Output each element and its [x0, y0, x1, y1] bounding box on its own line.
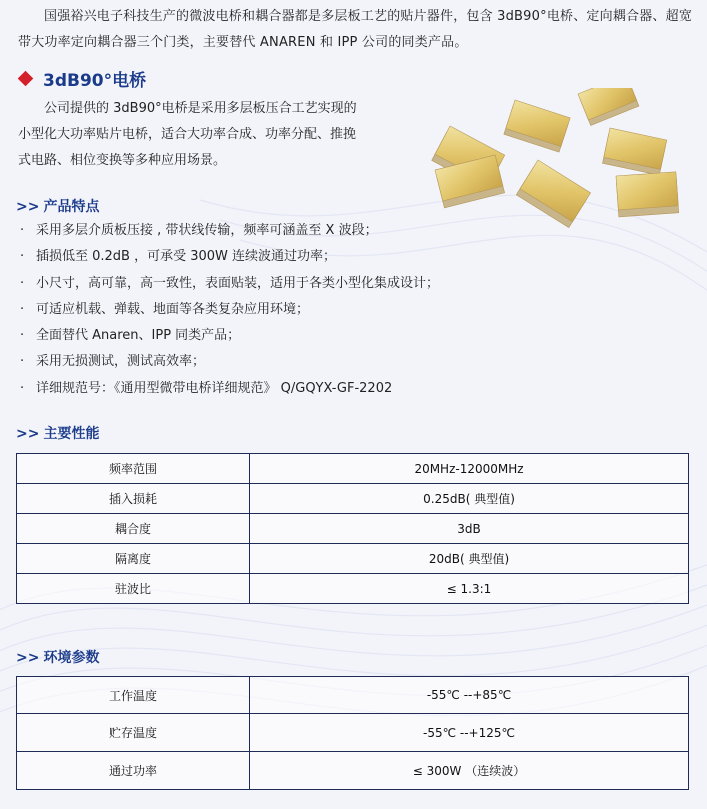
- table-cell-label: 耦合度: [17, 514, 250, 544]
- feature-item: · 采用多层介质板压接 , 带状线传输，频率可涵盖至 X 波段；: [20, 223, 378, 238]
- table-row: [17, 574, 689, 604]
- environment-table: [16, 676, 689, 790]
- table-row: [17, 677, 689, 714]
- features-list: [20, 218, 439, 402]
- intro-paragraph: 国强裕兴电子科技生产的微波电桥和耦合器都是多层板工艺的贴片器件，包含 3dB90°电桥、定向耦合器、超宽带大功率定向耦合器三个门类，主要替代 ANAREN 和 IPP 公司的同类产品。: [18, 9, 693, 50]
- table-cell-label: 隔离度: [17, 544, 250, 574]
- table-cell-label: 通过功率: [17, 752, 250, 790]
- feature-item: · 采用无损测试，测试高效率；: [20, 354, 206, 370]
- table-row: [17, 752, 689, 790]
- table-cell-label: 插入损耗: [17, 484, 250, 514]
- table-cell-value: ≤ 1.3:1: [250, 574, 689, 604]
- table-cell-value: 3dB: [250, 514, 689, 544]
- bridge-description: 公司提供的 3dB90°电桥是采用多层板压合工艺实现的小型化大功率贴片电桥，适合大功率合成、功率分配、推挽式电路、相位变换等多种应用场景。: [18, 101, 357, 168]
- table-cell-value: 20dB( 典型值): [250, 544, 689, 574]
- performance-table: [16, 453, 689, 604]
- table-row: [17, 544, 689, 574]
- table-cell-label: 工作温度: [17, 677, 250, 714]
- table-cell-label: 频率范围: [17, 454, 250, 484]
- feature-item: · 小尺寸，高可靠，高一致性，表面贴装，适用于各类小型化集成设计；: [20, 275, 440, 291]
- table-cell-value: ≤ 300W （连续波）: [250, 752, 689, 790]
- feature-item: · 可适应机载、弹载、地面等各类复杂应用环境；: [20, 301, 310, 317]
- feature-item: · 详细规范号：《通用型微带电桥详细规范》 Q/GQYX-GF-2202: [20, 380, 393, 396]
- environment-heading: >> 环境参数: [16, 650, 100, 666]
- table-cell-label: 贮存温度: [17, 714, 250, 752]
- table-row: [17, 514, 689, 544]
- table-cell-value: 0.25dB( 典型值): [250, 484, 689, 514]
- table-cell-label: 驻波比: [17, 574, 250, 604]
- table-cell-value: -55℃ --+85℃: [250, 677, 689, 714]
- bridge-title: 3dB90°电桥: [43, 71, 147, 91]
- features-heading: >> 产品特点: [16, 199, 100, 215]
- product-photo: [420, 88, 690, 228]
- table-cell-value: -55℃ --+125℃: [250, 714, 689, 752]
- table-row: [17, 454, 689, 484]
- feature-item: · 全面替代 Anaren、IPP 同类产品；: [20, 328, 241, 344]
- feature-item: · 插损低至 0.2dB ，可承受 300W 连续波通过功率；: [20, 249, 337, 265]
- section-title-bridge: [17, 66, 146, 91]
- table-row: [17, 714, 689, 752]
- table-cell-value: 20MHz-12000MHz: [250, 454, 689, 484]
- table-row: [17, 484, 689, 514]
- performance-heading: >> 主要性能: [16, 426, 100, 442]
- diamond-bullet-icon: [18, 71, 34, 87]
